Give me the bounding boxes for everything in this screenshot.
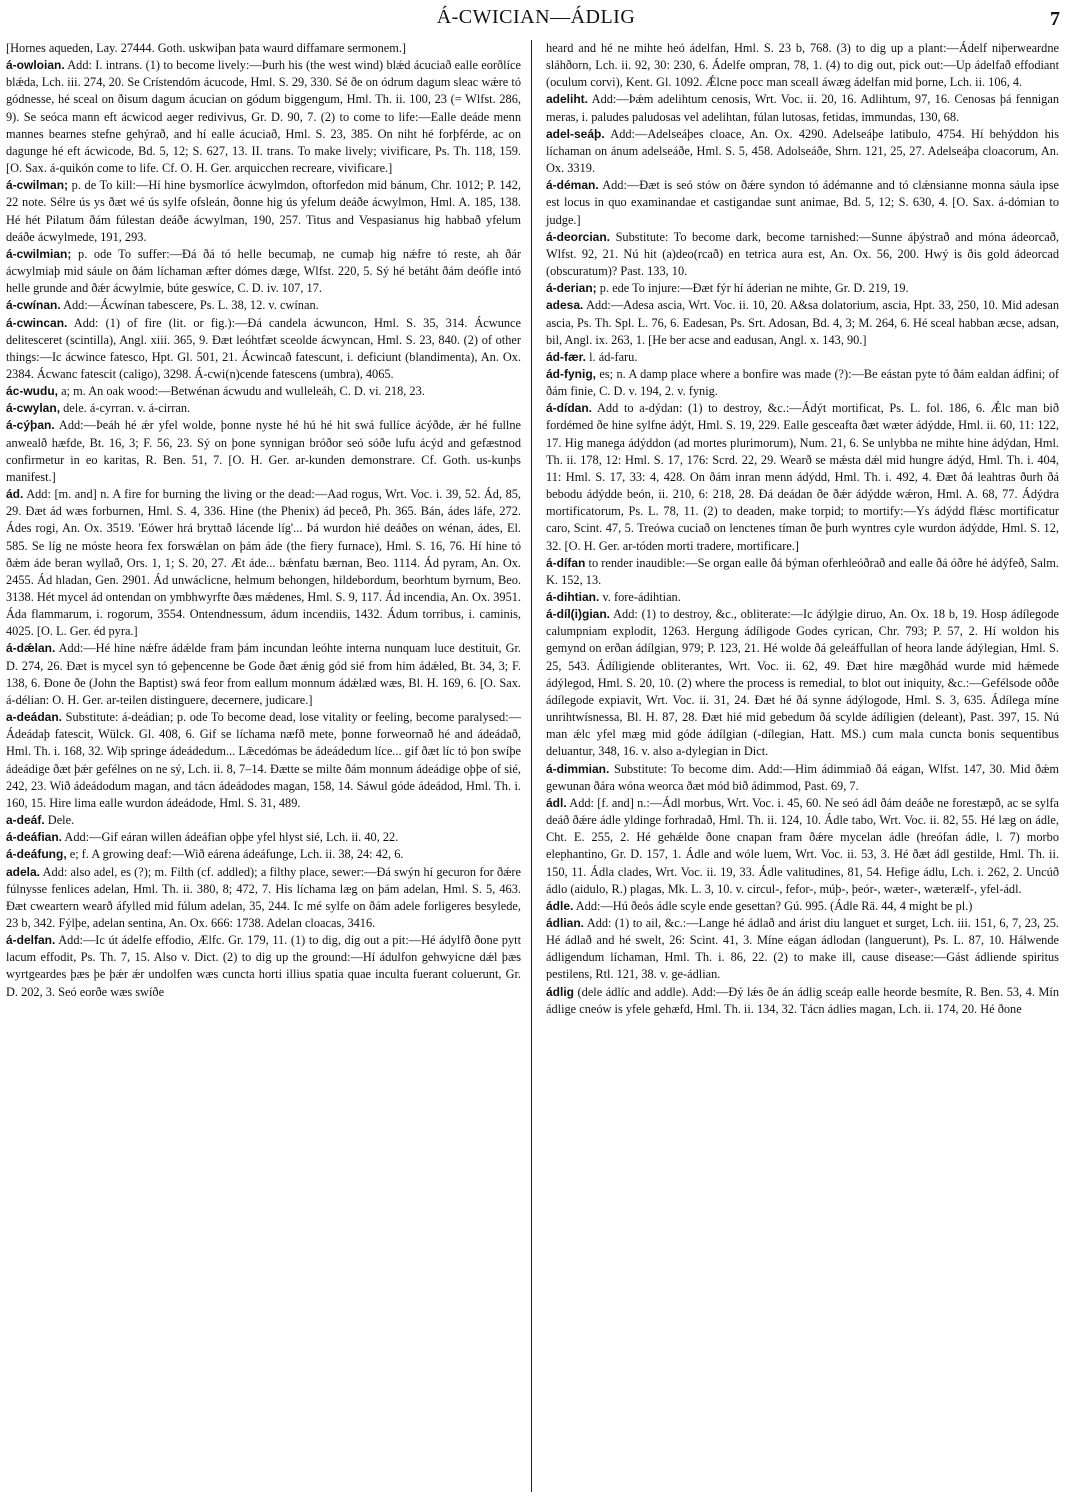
dictionary-entry — [546, 761, 1059, 795]
dictionary-entry — [546, 984, 1059, 1018]
column-divider — [531, 40, 532, 1492]
entry-headword: ádle. — [546, 898, 574, 913]
entry-headword: á-dǽlan. — [6, 641, 56, 656]
entry-text: a; m. An oak wood:—Betwénan ácwudu and wulleleáh, C. D. vi. 218, 23. — [61, 384, 425, 399]
entry-headword: á-cwilman; — [6, 178, 69, 193]
dictionary-entry — [546, 229, 1059, 280]
entry-text: Substitute: á-deádian; p. ode To become dead, lose vitality or feeling, become paralysed:—Ádeádaþ fatescit, Wülck. Gl. 408, 6. Gif se líchama næfð mete, þonne forweornað hé and ádeádað, Hml. Th. i. 168, 32. Wiþ springe ádeádedum... Lǣcedómas be ádeádedum líce... gif ðæt líc tó þon swíþe ádeádige ðæt þǽr gefélnes on ne sý, Lch. ii. 8, 7–14. Ðætte se milte ðám monnum ádeádige oþþe of sié, 242, 23. Wið ádeádodum magan, and tácn ádeádodes magan, 158, 14. Sáwul góde ádeádod, Hml. Th. i. 160, 15. Hire lima ealle wurdon ádeádode, Hml. S. 31, 489. — [6, 710, 521, 810]
entry-text: l. ád-faru. — [589, 349, 638, 364]
entry-headword: á-cýþan. — [6, 418, 55, 433]
entry-headword: á-díl(i)gian. — [546, 607, 610, 622]
entry-text: Substitute: To become dark, become tarnished:—Sunne áþýstrað and móna ádeorcað, Wlfst. 92, 21. Nú hit (a)deo(rcað) en tetrica aura est, An. Ox. 56, 200. Hwý is ðis gold ádeorcad (obscuratum)? Past. 133, 10. — [546, 229, 1059, 279]
entry-text: v. fore-ádihtian. — [602, 590, 681, 604]
dictionary-entry — [546, 589, 1059, 606]
dictionary-entry — [6, 640, 521, 709]
dictionary-entry — [6, 812, 521, 829]
dictionary-entry — [546, 126, 1059, 177]
entry-text: Add:—Adelseáþes cloace, An. Ox. 4290. Adelseáþe latibulo, 4754. Hí behýddon his líchaman on ánum adelseáðe, Hml. S. 5, 458. Adolseáðe, Shrn. 121, 25, 27. Adelseáþa cloacorum, An. Ox. 3319. — [546, 126, 1059, 176]
entry-headword: ádlian. — [546, 915, 585, 930]
entry-text: Substitute: To become dim. Add:—Him ádimmiað ðá eágan, Wlfst. 147, 30. Mid ðǽm gewunan ðára wóna weorca ðæt mód bið ádimmod, Past. 69, 7. — [546, 761, 1059, 793]
dictionary-entry — [546, 555, 1059, 589]
entry-text: Add:—Hé hine nǽfre ádǽlde fram þám incundan leóhte interna nunquam luce destituit, Gr. D. 274, 26. Ðæt is mycel syn tó geþencenne be Gode ðæt ǽnig gód sié from him ádǽled, Bt. 34, 3; F. 138, 6. Ðone ðe (John the Baptist) swá feor from eallum monnum ádǽlæd wæs, Bl. H. 169, 6. [O. Sax. á-délian: O. H. Ger. ar-teilen distinguere, decernere, judicare.] — [6, 641, 522, 707]
dictionary-entry — [6, 246, 521, 297]
entry-headword: adel-seáþ. — [546, 126, 605, 141]
entry-text: Add to a-dýdan: (1) to destroy, &c.:—Ádýt mortificat, Ps. L. fol. 186, 6. Ǽlc man bið fordémed ðe hine sylfne ádýt, Hml. S. 19, 229. Ealle gesceafta ðæt wæter ádýdde, Hml. ii. 60, 11: 122, 17. Hig manega ádýddon (ad mortes plurimorum), Num. 21, 6. Se unlybba ne mihte hine ádýdan, Hml. Th. ii. 178, 12: Hml. S. 17, 176: Scrd. 22, 29. Wearð se mǽsta dǽl mid hungre ádýd, Hml. Th. i. 404, 11: Hml. S. 17, 33: 4, 428. On ðám inran menn ádýdd, Hml. Th. i. 492, 4. Ðæt ðá leahtras ðurh ðá bebodu ádýdde beón, ii. 210, 6: 218, 28. Ðá deádan ðe ðǽr ádýdde wǽron, Hml. A. 68, 77. Ádýdra mortificatorum, Ps. L. 78, 11. (2) to deaden, make torpid; to mortify:—Ys ádýdd flǽsc mortificatur caro, Scint. 47, 5. Treówa cuciað on lenctenes tíman ðe þurh wyntres cyle wurdon ádýdde, Hml. S. 12, 32. [O. H. Ger. ar-tóden morti tradere, mortificare.] — [546, 401, 1059, 553]
entry-headword: á-déman. — [546, 178, 599, 193]
dictionary-entry — [546, 177, 1059, 228]
entry-headword: á-dihtian. — [546, 590, 600, 604]
dictionary-entry — [6, 829, 521, 846]
entry-headword: á-dífan — [546, 555, 586, 570]
dictionary-entry — [546, 366, 1059, 400]
dictionary-entry — [6, 846, 521, 863]
entry-text: to render inaudible:—Se organ ealle ðá býman oferhleóðrað and ealle ðá óðre hé ádýfeð, Salm. K. 152, 13. — [546, 555, 1059, 587]
dictionary-entry — [6, 297, 521, 314]
entry-headword: adesa. — [546, 298, 584, 313]
entry-text: Add:—Þǽm adelihtum cenosis, Wrt. Voc. ii. 20, 16. Adlihtum, 97, 16. Cenosas þá fennigan meras, i. paludes paludosas vel adelihtan, fúlan lutosas, fetidas, immundas, 130, 68. — [546, 92, 1059, 124]
entry-text: Add: I. intrans. (1) to become lively:—Þurh his (the west wind) blǽd ácuciað ealle eorðlíce blǽda, Lch. iii. 274, 20. Se Crístendóm ácucode, Hml. S. 29, 330. Sé ðe on ódrum dagum sleac wǽre tó gódnesse, hé sceal on ðisum dagum ácucian on gódum biggengum, Hml. Th. ii. 100, 23 (= Wlfst. 286, 9). Se seóca mann eft ácwicod aeger redivivus, Gr. D. 90, 7. (2) to come to life:—Ealle deáde menn mannes bearnes stefne gehýrað, and hí ealle ácuciað, Hml. S. 23, 385. On niht hé forþférde, ac on dagunge hé eft ácwicode, Bd. 5, 12; S. 627, 13. II. trans. To make lively; vivificare, Ps. Th. 118, 159. [O. Sax. á-quikón come to life. Cf. O. H. Ger. arquicchen recreare, vivificare.] — [6, 58, 521, 176]
entry-headword: á-deáfung, — [6, 847, 67, 862]
entry-text: Add: [m. and] n. A fire for burning the living or the dead:—Aad rogus, Wrt. Voc. i. 39, 52. Ád, 85, 29. Ðæt ád wæs forburnen, Hml. S. 4, 336. Hine (the Phenix) ád þeceð, Ph. 365. Bán, ádes láfe, 272. Ádes rogi, An. Ox. 3519. 'Eówer hrá bryttað lácende líg'... Þá wurdon hié deáðes on wénan, ádes, El. 585. Se líg ne móste heora fex forswǽlan on þám áde (the fiery furnace), Hml. S. 16, 76. Hí hine tó ðǽm áde beran wyllað, Ors. 1, 1; S. 20, 27. Æt áde... bǽnfatu bærnan, Beo. 1114. Ád pyram, An. Ox. 2455. Ád hladan, Gen. 2901. Ád unwáclicne, helmum behongen, hildebordum, beorhtum byrnum, Beo. 3138. Hét mycel ád ontendan on ymbhwyrfte ðæs mǽdenes, Hml. S. 9, 117. Ád incendia, An. Ox. 3951. Áda flammarum, i. rogorum, 3554. Ontendnessum, ádum incendiis, 1432. Ádum torribus, i. caminis, 4025. [O. L. Ger. éd pyra.] — [6, 487, 521, 639]
dictionary-entry — [6, 709, 521, 812]
dictionary-entry — [6, 383, 521, 400]
dictionary-entry — [6, 932, 521, 1001]
right-column — [538, 40, 1059, 1492]
entry-text: Add:—Adesa ascia, Wrt. Voc. ii. 10, 20. A&sa dolatorium, ascia, Hpt. 33, 250, 10. Mid adesan ascia, Ps. Th. Spl. L. 76, 6. Eadesan, Ps. Srt. Adosan, Bd. 4, 3; M. 264, 6. Hé sceal habban æcse, adsan, bil, Angl. ix. 263, 1. [He ber acse and eadusan, Angl. x. 143, 90.] — [546, 298, 1059, 347]
entry-text: Add: [f. and] n.:—Ádl morbus, Wrt. Voc. i. 45, 60. Ne seó ádl ðám deáðe ne forestæpð, ac se sylfa deáð ðǽre ádle yldinge forhradað, Hml. Th. ii. 124, 10. Ádle tabo, Wrt. Voc. ii. 82, 55. Hé læg on ádle, Cht. E. 255, 2. Hé gehǽlde ðone cnapan fram ðǽre mycelan ádle (hreófan ádle, l. 7) morbo elephantino, Gr. D. 157, 1. Ádle and wóle luem, Wrt. Voc. ii. 53, 3. Hé ðæt ádl gestilde, Hml. Th. ii. 150, 11. Ádla clades, Wrt. Voc. ii. 19, 33. Ádle valitudines, 81, 54. Hefige ádlu, Lch. i. 262, 2. Uncúð ádlo (aidulo, R.) plagas, Mk. L. 3, 10. v. circul-, fefor-, múþ-, þeór-, wæter-, wæterælf-, yfel-ádl. — [546, 795, 1059, 896]
entry-headword: á-deáfian. — [6, 830, 63, 845]
entry-headword: ád. — [6, 487, 24, 502]
entry-headword: ád-fær. — [546, 349, 587, 364]
entry-text: Add: (1) of fire (lit. or fig.):—Ðá candela ácwuncon, Hml. S. 35, 314. Ácwunce delitesceret (scintilla), Angl. xiii. 365, 9. Ðæt leóhtfæt sceolde ácwyncan, Hml. S. 23, 840. (2) of other things:—Ic ácwince fatesco, Hpt. Gl. 501, 21. Ácwincað fatescunt, i. deficiunt (blandimenta), An. Ox. 2384. Ácwanc fatescit (caligo), 3298. Á-cwi(n)cende fatescens (umbra), 4065. — [6, 315, 522, 381]
entry-text: Add: also adel, es (?); m. Filth (cf. addled); a filthy place, sewer:—Ðá swýn hí gecuron for ðǽre fúlnysse fenlices adelan, Hml. Th. ii. 380, 8; 472, 7. His líchama læg on þám adelan, Hml. S. 5, 463. Ðæt cweartern wearð áfylled mid fúlum adelan, 35, 244. Ic mé sylfe on ðám adele forligeres besylede, 23 b, 342. Fýlþe, adelan sentina, An. Ox. 666: 1738. Adelan cloacas, 3416. — [6, 864, 521, 930]
entry-headword: ádlig — [546, 984, 575, 999]
entry-headword: adeliht. — [546, 92, 589, 107]
dictionary-entry — [546, 91, 1059, 125]
dictionary-entry — [546, 280, 1059, 297]
dictionary-entry — [546, 40, 1059, 91]
entry-text: dele. á-cyrran. v. á-cirran. — [63, 401, 191, 416]
entry-headword: á-derian; — [546, 281, 597, 296]
dictionary-entry — [546, 297, 1059, 348]
dictionary-entry — [6, 486, 521, 640]
entry-headword: a-deádan. — [6, 710, 63, 725]
dictionary-columns — [6, 40, 1068, 1492]
entry-text: p. ode To suffer:—Ðá ðá tó helle becumaþ, ne cumaþ hig nǽfre tó reste, ah ðár ácwylmiaþ mid sáule on ðám líchaman æfter dómes dæge, Wlfst. 220, 5. Sý hé betáht ðám deófle intó helle grunde and ðǽr ácwylmie, búte geswíce, C. D. iv. 107, 17. — [6, 246, 521, 296]
entry-text: Add:—Hú ðeós ádle scyle ende gesettan? Gú. 995. (Ádle Rä. 44, 4 might be pl.) — [575, 898, 973, 913]
entry-headword: á-cwilmian; — [6, 246, 72, 261]
dictionary-entry — [6, 315, 521, 384]
entry-text: Add:—Ácwínan tabescere, Ps. L. 38, 12. v. cwínan. — [63, 298, 319, 313]
entry-text: Add: (1) to ail, &c.:—Lange hé ádlað and árist diu languet et surget, Lch. iii. 151, 6, 7, 23, 25. Hé ádlað and hé swelt, 26: Scint. 41, 3. Míne eágan ádlodan (languerunt), Ps. L. 87, 10. Hálwende ádligendum líchaman, Hml. Th. i. 86, 22. (2) to make ill, cause disease:—Gást ádliende spiritus pestilens, Rtl. 121, 38. v. ge-ádlian. — [546, 915, 1059, 982]
entry-headword: á-delfan. — [6, 933, 56, 948]
entry-text: heard and hé ne mihte heó ádelfan, Hml. S. 23 b, 768. (3) to dig up a plant:—Ádelf niþerweardne sláhðorn, Lch. ii. 92, 30: 230, 6. Ádelfe ompran, 78, 1. (4) to dig out, pick out:—Up ádelfað effodiant (oculum corvi), Kent. Gl. 1092. Ǽlcne pocc man sceall áwæg ádelfan mid þorne, Lch. ii. 106, 4. — [546, 41, 1059, 90]
dictionary-entry — [6, 400, 521, 417]
entry-text: Add:—Gif eáran willen ádeáfian oþþe yfel hlyst sié, Lch. ii. 40, 22. — [64, 830, 399, 845]
dictionary-entry — [6, 417, 521, 486]
entry-headword: á-deorcian. — [546, 229, 611, 244]
page-header — [6, 4, 1066, 36]
entry-text: Add:—Ðæt is seó stów on ðǽre syndon tó ádémanne and tó clǽnsianne monna sáula ipse est locus in quo examinandae et castigandae sunt animae, Bd. 5, 12; S. 630, 4. [O. Sax. á-dómian to judge.] — [546, 178, 1059, 227]
dictionary-entry — [6, 864, 521, 933]
page-number: 7 — [1050, 8, 1060, 30]
entry-text: Add:—Þeáh hé ǽr yfel wolde, þonne nyste hé hú hé hit swá fullíce ácýðde, ǽr hé fullne anwealð hæfde, Bt. 16, 3; F. 56, 23. Sý on þone synnigan bróðor seó sóðe lufu ácýd and gefæstnod confirmetur in eo karitas, R. Ben. 51, 7. [O. H. Ger. ar-kunden demonstrare. Cf. Goth. us-kunþs manifest.] — [6, 418, 521, 484]
dictionary-entry — [6, 57, 521, 177]
entry-text: [Hornes aqueden, Lay. 27444. Goth. uskwiþan þata waurd diffamare sermonem.] — [6, 41, 407, 55]
entry-headword: á-cwylan, — [6, 401, 61, 416]
entry-text: es; n. A damp place where a bonfire was made (?):—Be eástan pyte tó ðám ealdan ádfini; of ðám finie, C. D. v. 194, 2. v. fynig. — [546, 366, 1059, 399]
entry-text: p. de To kill:—Hí hine bysmorlíce ácwylmdon, oftorfedon mid bánum, Chr. 1012; P. 142, 22 note. Sélre ús ys ðæt wé ús sylfe ofsleán, ðonne hig ús yfelum deáðe ácwylmon, Hml. A. 185, 138. Hé hét Pilatum ðám fúlestan deáðe ácwylman, 190, 257. Titus and Vespasianus hig habbað yfelum deáðe ácwylmede, 191, 293. — [6, 178, 521, 244]
entry-headword: á-dídan. — [546, 401, 593, 416]
running-head: Á-CWICIAN—ÁDLIG — [436, 6, 636, 28]
entry-text: Dele. — [47, 813, 75, 828]
entry-text: e; f. A growing deaf:—Wið eárena ádeáfunge, Lch. ii. 38, 24: 42, 6. — [69, 847, 404, 862]
entry-text: Add:—Ic út ádelfe effodio, Ælfc. Gr. 179, 11. (1) to dig, dig out a pit:—Hé ádylfð ðone pytt lacum effodit, Ps. Th. 7, 15. Also v. Dict. (2) to dig up the ground:—Hí ádulfon gehwyicne dǽl þæs wyrtgeardes þæs þe þǽr ǽr undolfen wæs cuncta horti illius spatia quae inculta fuerant coluerunt, Gr. D. 202, 3. Seó eorðe wæs swíðe — [6, 933, 521, 999]
entry-headword: á-dimmian. — [546, 761, 610, 776]
entry-headword: ád-fynig, — [546, 366, 596, 381]
entry-text: (dele ádlíc and addle). Add:—Ðý lǽs ðe án ádlig sceáp ealle heorde besmíte, R. Ben. 53, 4. Mín ádlige cneów is yfele gehæfd, Hml. Th. ii. 134, 32. Tácn ádlies magan, Lch. ii. 174, 20. Hé ðone — [546, 984, 1059, 1016]
dictionary-entry — [546, 349, 1059, 366]
entry-headword: ác-wudu, — [6, 384, 59, 399]
entry-headword: á-cwincan. — [6, 315, 68, 330]
left-column — [6, 40, 527, 1492]
dictionary-entry — [546, 400, 1059, 554]
dictionary-entry — [546, 898, 1059, 915]
entry-text: p. ede To injure:—Ðæt fýr hí áderian ne mihte, Gr. D. 219, 19. — [599, 281, 909, 296]
entry-headword: á-owloian. — [6, 58, 65, 73]
entry-headword: á-cwínan. — [6, 298, 61, 313]
entry-headword: a-deáf. — [6, 813, 45, 828]
dictionary-entry — [546, 915, 1059, 984]
entry-text: Add: (1) to destroy, &c., obliterate:—Ic ádýlgie diruo, An. Ox. 18 b, 19. Hosp ádílegode calumpniam explodit, 1263. Hergung ádíligode Godes cyrican, Chr. 793; P. 57, 2. Hí woldon his gemynd on erðan ádílgian, 979; P. 123, 21. Hé wolde ðá geleáffullan of heora lande ádýlegian, Hml. S. 25, 543. Ádíligiende obliterantes, Wrt. Voc. ii. 62, 49. Ðæt hire mægðhád wurde mid hǽmede ádýlegod, Hml. S. 20, 10. (2) where the process is remedial, to blot out iniquity, &c.:—Gefélsode oððe ádílegode expiavit, Wrt. Voc. ii. 31, 24. Ðæt hé ðá synne ádýlogode, Hml. S. 3, 635. Ádílega míne unrihtwísnessa, Bl. H. 87, 28. Ðæt hié mid gebedum ðá scylde ádíligien (deleant), Past. 397, 15. Nú man ǽlc yfel mæg mid góde ádílgian (-dílegian, Hatt. MS.) cum mala cuncta bonis sequentibus deluantur, 348, 16. v. also a-dylegian in Dict. — [546, 607, 1059, 759]
dictionary-entry — [546, 795, 1059, 898]
entry-headword: ádl. — [546, 795, 567, 810]
dictionary-entry — [6, 177, 521, 246]
dictionary-entry — [546, 606, 1059, 760]
dictionary-entry — [6, 40, 521, 57]
entry-headword: adela. — [6, 864, 41, 879]
